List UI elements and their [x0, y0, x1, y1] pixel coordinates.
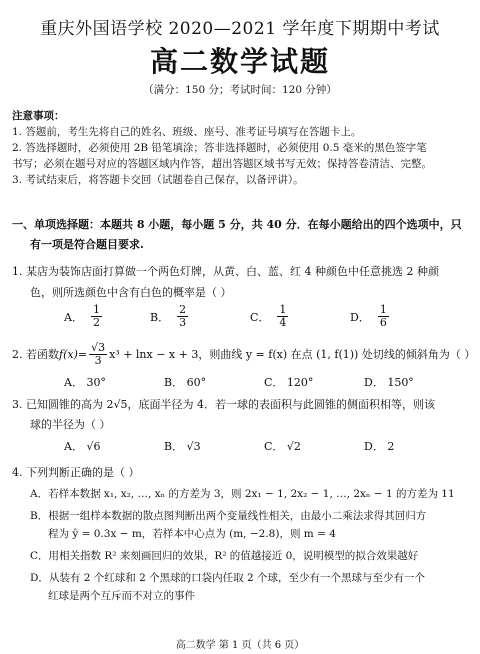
q3-option-b: B． √3 — [164, 440, 201, 453]
q2-func: f(x)= — [59, 348, 88, 361]
q4-option-a: A．若样本数据 x₁, x₂, …, xₙ 的方差为 3，则 2x₁ − 1, 2x₂ − 1, …, 2xₙ − 1 的方差为 11 — [30, 488, 455, 500]
q3-option-d: D． 2 — [364, 440, 395, 453]
q1-option-b — [150, 304, 250, 329]
notice-item-2a: 2. 答选择题时，必须使用 2B 铅笔填涂；答非选择题时，必须使用 0.5 毫米的黑色签字笔 — [12, 142, 427, 154]
exam-meta: （满分：150 分；考试时间：120 分钟） — [143, 84, 337, 96]
denominator: 6 — [379, 316, 387, 329]
q1-stem-line1: 1. 某店为装饰店面打算做一个两色灯牌，从黄、白、蓝、红 4 种颜色中任意挑选 2 种颜 — [12, 265, 439, 278]
denominator: 3 — [179, 316, 187, 329]
page-footer: 高二数学 第 1 页（共 6 页） — [175, 640, 305, 651]
notice-item-2b: 书写；必须在题号对应的答题区域内作答，超出答题区域书写无效；保持答卷清洁、完整。 — [12, 158, 432, 170]
numerator: 2 — [179, 303, 187, 316]
q3-options — [64, 438, 464, 454]
option-letter: C． — [250, 310, 270, 324]
q2-option-b: B． 60° — [164, 376, 207, 389]
option-letter: B． — [150, 310, 170, 324]
q3-option-a: A． √6 — [64, 440, 101, 453]
denominator: 4 — [279, 316, 287, 329]
numerator: 1 — [92, 303, 100, 316]
notice-item-3: 3. 考试结束后，将答题卡交回（试题卷自己保存，以备评讲）。 — [12, 174, 304, 186]
q1-option-a — [64, 304, 150, 329]
denominator: 3 — [94, 354, 102, 367]
q3-stem-line1: 3. 已知圆锥的高为 2√5，底面半径为 4．若一球的表面积与此圆锥的侧面积相等，则该 — [12, 398, 435, 411]
option-letter: D． — [350, 310, 370, 324]
q2-option-d: D． 150° — [364, 376, 414, 389]
q1-stem-line2: 色，则所选颜色中含有白色的概率是（ ） — [30, 286, 232, 299]
q4-stem: 4. 下列判断正确的是（ ） — [12, 466, 140, 479]
fraction — [277, 304, 288, 329]
q2-option-a: A． 30° — [64, 376, 106, 389]
q3-option-c: C． √2 — [264, 440, 301, 453]
q4-option-c: C．用相关指数 R² 来刻画回归的效果，R² 的值越接近 0，说明模型的拟合效果越好 — [30, 550, 419, 562]
q4-option-d-line2: 红球是两个互斥而不对立的事件 — [48, 590, 195, 602]
q2-option-c: C． 120° — [264, 376, 314, 389]
fraction — [91, 304, 102, 329]
fraction — [378, 304, 389, 329]
denominator: 2 — [92, 316, 100, 329]
q2-options — [64, 374, 464, 390]
notice-title: 注意事项： — [12, 110, 65, 122]
q1-option-d — [350, 304, 436, 329]
q4-option-b-line2: 程为 ŷ = 0.3x − m，若样本中心点为 (m, −2.8)，则 m = 4 — [48, 528, 336, 540]
option-letter: A． — [64, 310, 83, 324]
section-heading-cont: 有一项是符合题目要求. — [30, 238, 144, 251]
fraction — [177, 304, 188, 329]
q2-stem — [12, 341, 476, 367]
numerator: 1 — [379, 303, 387, 316]
q4-option-d-line1: D．从装有 2 个红球和 2 个黑球的口袋内任取 2 个球，至少有一个黑球与至少有一个 — [30, 572, 425, 584]
notice-item-1: 1. 答题前，考生先将自己的姓名、班级、座号、准考证号填写在答题卡上。 — [12, 126, 362, 138]
q1-option-c — [250, 304, 350, 329]
q4-option-b-line1: B．根据一组样本数据的散点图判断出两个变量线性相关，由最小二乘法求得其回归方 — [30, 510, 427, 522]
section-heading: 一、单项选择题：本题共 8 小题，每小题 5 分，共 40 分．在每小题给出的四个选项中，只 — [12, 218, 462, 231]
q2-rest: x³ + lnx − x + 3，则曲线 y = f(x) 在点 (1, f(1)) 处切线的倾斜角为（ ） — [109, 348, 476, 361]
q1-options — [64, 304, 464, 329]
numerator: 1 — [279, 303, 287, 316]
school-title: 重庆外国语学校 2020—2021 学年度下期期中考试 — [40, 19, 440, 39]
numerator: √3 — [91, 341, 106, 354]
q3-stem-line2: 球的半径为（ ） — [30, 418, 111, 431]
q2-prefix: 2. 若函数 — [12, 348, 59, 361]
subject-title: 高二数学试题 — [149, 45, 330, 78]
q2-fraction — [89, 342, 107, 367]
